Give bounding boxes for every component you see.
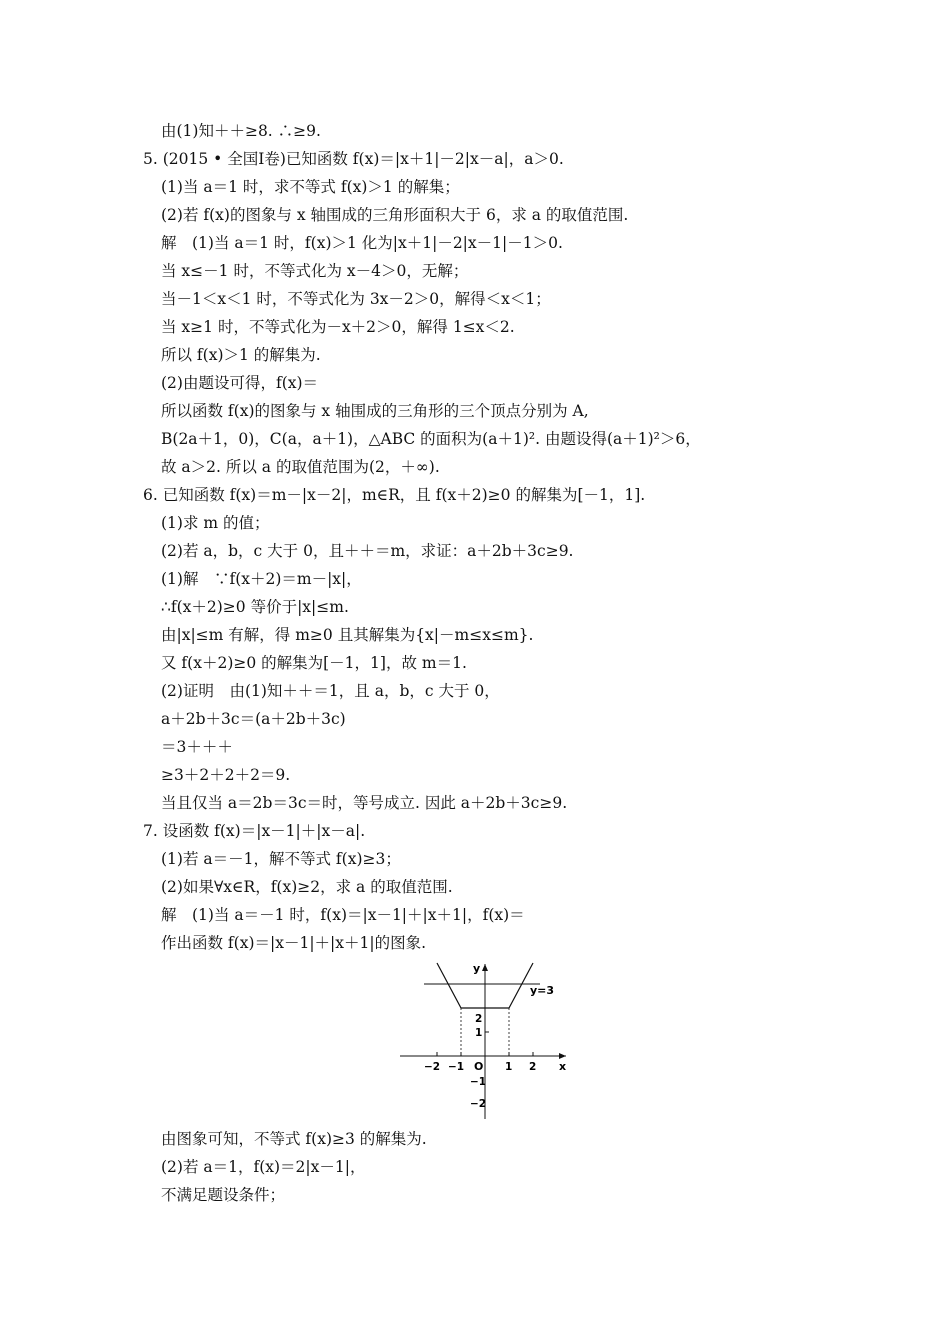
y-axis-arrow-icon: [482, 964, 488, 971]
text-line: (1)求 m 的值；: [161, 514, 270, 532]
x-axis-label: x: [559, 1060, 567, 1073]
text-line: (2)若 a＝1，f(x)＝2|x－1|，: [161, 1158, 366, 1176]
text-line: 故 a＞2. 所以 a 的取值范围为(2，＋∞).: [161, 458, 440, 476]
text-line: 当 x≤－1 时，不等式化为 x－4＞0，无解；: [161, 262, 469, 280]
y-tick-label: 1: [475, 1027, 483, 1039]
text-line: (2)由题设可得，f(x)＝: [161, 374, 319, 392]
y-tick-label: −1: [470, 1076, 487, 1088]
origin-label: O: [474, 1060, 484, 1073]
x-tick-label: 1: [505, 1061, 513, 1073]
text-line: (1)若 a＝－1，解不等式 f(x)≥3；: [161, 850, 401, 868]
text-line: a＋2b＋3c＝(a＋2b＋3c): [161, 710, 346, 728]
text-line: (1)当 a＝1 时，求不等式 f(x)＞1 的解集；: [161, 178, 460, 196]
text-line: ≥3＋2＋2＋2＝9.: [161, 766, 291, 784]
text-line: 由(1)知＋＋≥8. ∴≥9.: [161, 122, 321, 140]
text-line: (1)解 ∵f(x＋2)＝m－|x|，: [161, 570, 362, 588]
text-line: (2)如果∀x∈R，f(x)≥2，求 a 的取值范围.: [161, 878, 453, 896]
text-line: 当－1＜x＜1 时，不等式化为 3x－2＞0，解得＜x＜1；: [161, 290, 551, 308]
function-graph: [400, 960, 572, 1120]
text-line: 又 f(x＋2)≥0 的解集为[－1，1]，故 m＝1.: [161, 654, 467, 672]
text-line: 作出函数 f(x)＝|x－1|＋|x＋1|的图象.: [161, 934, 427, 952]
y-tick-label: −2: [470, 1098, 487, 1110]
problem-7-statement: 7. 设函数 f(x)＝|x－1|＋|x－a|.: [143, 822, 366, 840]
text-line: 由|x|≤m 有解，得 m≥0 且其解集为{x|－m≤x≤m}.: [161, 626, 534, 644]
text-line: 解 (1)当 a＝1 时，f(x)＞1 化为|x＋1|－2|x－1|－1＞0.: [161, 234, 563, 252]
x-tick-label: 2: [529, 1061, 537, 1073]
y-tick-label: 2: [475, 1013, 483, 1025]
problem-5-statement: 5. (2015 • 全国Ⅰ卷)已知函数 f(x)＝|x＋1|－2|x－a|，a＞0.: [143, 150, 564, 168]
problem-6-statement: 6. 已知函数 f(x)＝m－|x－2|，m∈R，且 f(x＋2)≥0 的解集为[－1，1].: [143, 486, 646, 504]
text-line: 解 (1)当 a＝－1 时，f(x)＝|x－1|＋|x＋1|，f(x)＝: [161, 906, 525, 924]
line-label: y=3: [530, 984, 555, 997]
x-tick-label: −2: [424, 1061, 441, 1073]
text-line: 由图象可知，不等式 f(x)≥3 的解集为.: [161, 1130, 427, 1148]
y-axis-label: y: [473, 962, 481, 975]
text-line: (2)证明 由(1)知＋＋＝1，且 a，b，c 大于 0，: [161, 682, 500, 700]
text-line: 当且仅当 a＝2b＝3c＝时，等号成立. 因此 a＋2b＋3c≥9.: [161, 794, 568, 812]
x-tick-label: −1: [448, 1061, 465, 1073]
x-axis-arrow-icon: [559, 1053, 566, 1059]
text-line: 所以函数 f(x)的图象与 x 轴围成的三角形的三个顶点分别为 A,: [161, 402, 589, 420]
text-line: ＝3＋＋＋: [161, 738, 233, 756]
text-line: B(2a＋1，0)，C(a，a＋1)，△ABC 的面积为(a＋1)². 由题设得(a＋1)²＞6，: [161, 430, 701, 448]
text-line: ∴f(x＋2)≥0 等价于|x|≤m.: [161, 598, 349, 616]
text-line: (2)若 a，b，c 大于 0，且＋＋＝m，求证：a＋2b＋3c≥9.: [161, 542, 574, 560]
text-line: 当 x≥1 时，不等式化为－x＋2＞0，解得 1≤x＜2.: [161, 318, 515, 336]
text-line: 所以 f(x)＞1 的解集为.: [161, 346, 321, 364]
text-line: (2)若 f(x)的图象与 x 轴围成的三角形面积大于 6，求 a 的取值范围.: [161, 206, 629, 224]
text-line: 不满足题设条件；: [161, 1186, 286, 1204]
